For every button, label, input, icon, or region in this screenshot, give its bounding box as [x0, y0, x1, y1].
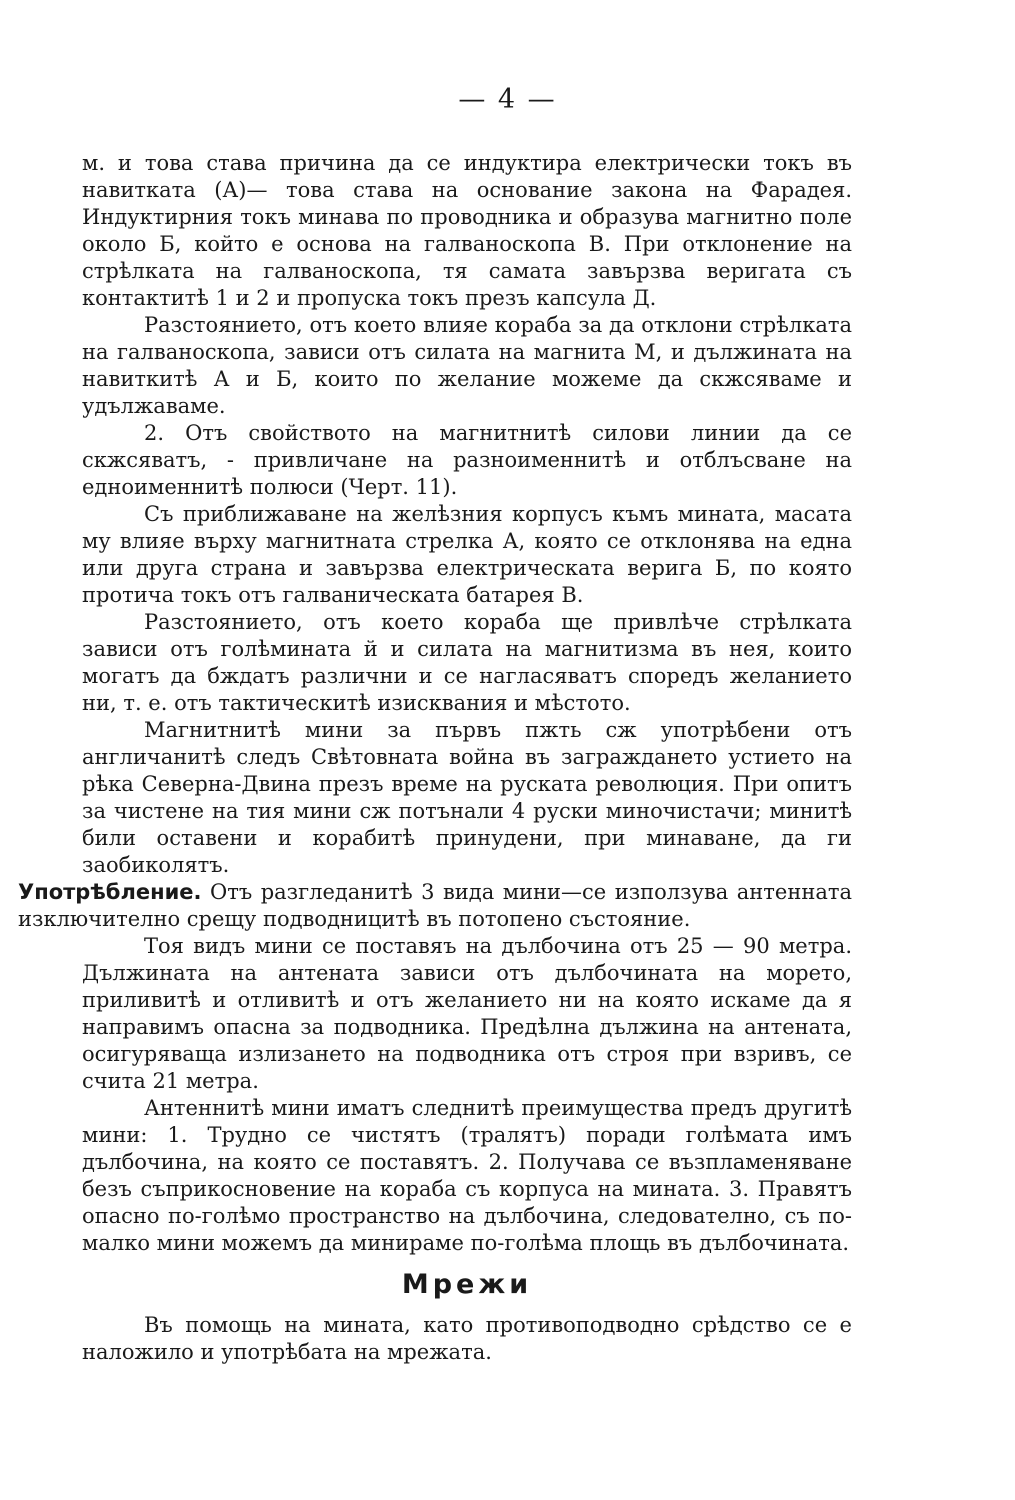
usage-heading: Употрѣбление. — [18, 880, 202, 904]
body-paragraph: Антеннитѣ мини иматъ следнитѣ преимущества предъ другитѣ мини: 1. Трудно се чистятъ (тралятъ) поради голѣмата имъ дълбочина, на която се поставятъ. 2. Получава се възпламеняване безъ съприкосновение на кораба съ корпуса на мината. 3. Правятъ опасно по-голѣмо пространство на дълбочина, следователно, съ по-малко мини можемъ да минираме по-голѣма площь въ дълбочината. — [82, 1096, 852, 1255]
body-paragraph: Съ приближаване на желѣзния корпусъ къмъ мината, масата му влияе върху магнитната стрелка А, която се отклонява на една или друга страна и завързва електрическата верига Б, по която протича токъ отъ галваническата батарея В. — [82, 502, 852, 607]
section-title: Мрежи — [401, 1269, 533, 1300]
usage-text: Отъ разгледанитѣ 3 вида мини—се използува антенната изключително срещу подводницитѣ въ потопено състояние. — [18, 880, 852, 931]
usage-paragraph — [18, 879, 852, 933]
body-paragraph: м. и това става причина да се индуктира електрически токъ въ навитката (А)— това става на основание закона на Фарадея. Индуктирния токъ минава по проводника и образува магнитно поле около Б, който е основа на галваноскопа В. При отклонение на стрѣлката на галваноскопа, тя самата завързва веригата съ контактитѣ 1 и 2 и пропуска токъ презъ капсула Д. — [82, 151, 852, 310]
page-body — [18, 150, 852, 1366]
body-paragraph: 2. Отъ свойството на магнитнитѣ силови линии да се скжсяватъ, - привличане на разноименнитѣ и отблъсване на едноименнитѣ полюси (Черт. 11). — [82, 421, 852, 499]
body-paragraph: Разстоянието, отъ което кораба ще привлѣче стрѣлката зависи отъ голѣмината й и силата на магнитизма въ нея, които могатъ да бждатъ различни и се нагласяватъ споредъ желанието ни, т. е. отъ тактическитѣ изисквания и мѣстото. — [82, 610, 852, 715]
body-paragraph: Тоя видъ мини се поставяъ на дълбочина отъ 25 — 90 метра. Дължината на антената зависи отъ дълбочината на морето, приливитѣ и отливитѣ и отъ желанието ни на която искаме да я направимъ опасна за подводника. Предѣлна дължина на антената, осигуряваща излизането на подводника отъ строя при взривъ, се счита 21 метра. — [82, 934, 852, 1093]
page-number: — 4 — — [458, 84, 557, 115]
body-paragraph: Разстоянието, отъ което влияе кораба за да отклони стрѣлката на галваноскопа, зависи отъ силата на магнита М, и дължината на навиткитѣ А и Б, които по желание можеме да скжсяваме и удължаваме. — [82, 313, 852, 418]
body-paragraph: Магнитнитѣ мини за първъ пжть сж употрѣбени отъ англичанитѣ следъ Свѣтовната война въ заграждането устието на рѣка Северна-Двина презъ време на руската революция. При опитъ за чистене на тия мини сж потънали 4 руски миночистачи; минитѣ били оставени и корабитѣ принудени, при минаване, да ги заобиколятъ. — [82, 718, 852, 877]
body-paragraph: Въ помощь на мината, като противоподводно срѣдство се е наложило и употрѣбата на мрежата. — [82, 1313, 852, 1364]
